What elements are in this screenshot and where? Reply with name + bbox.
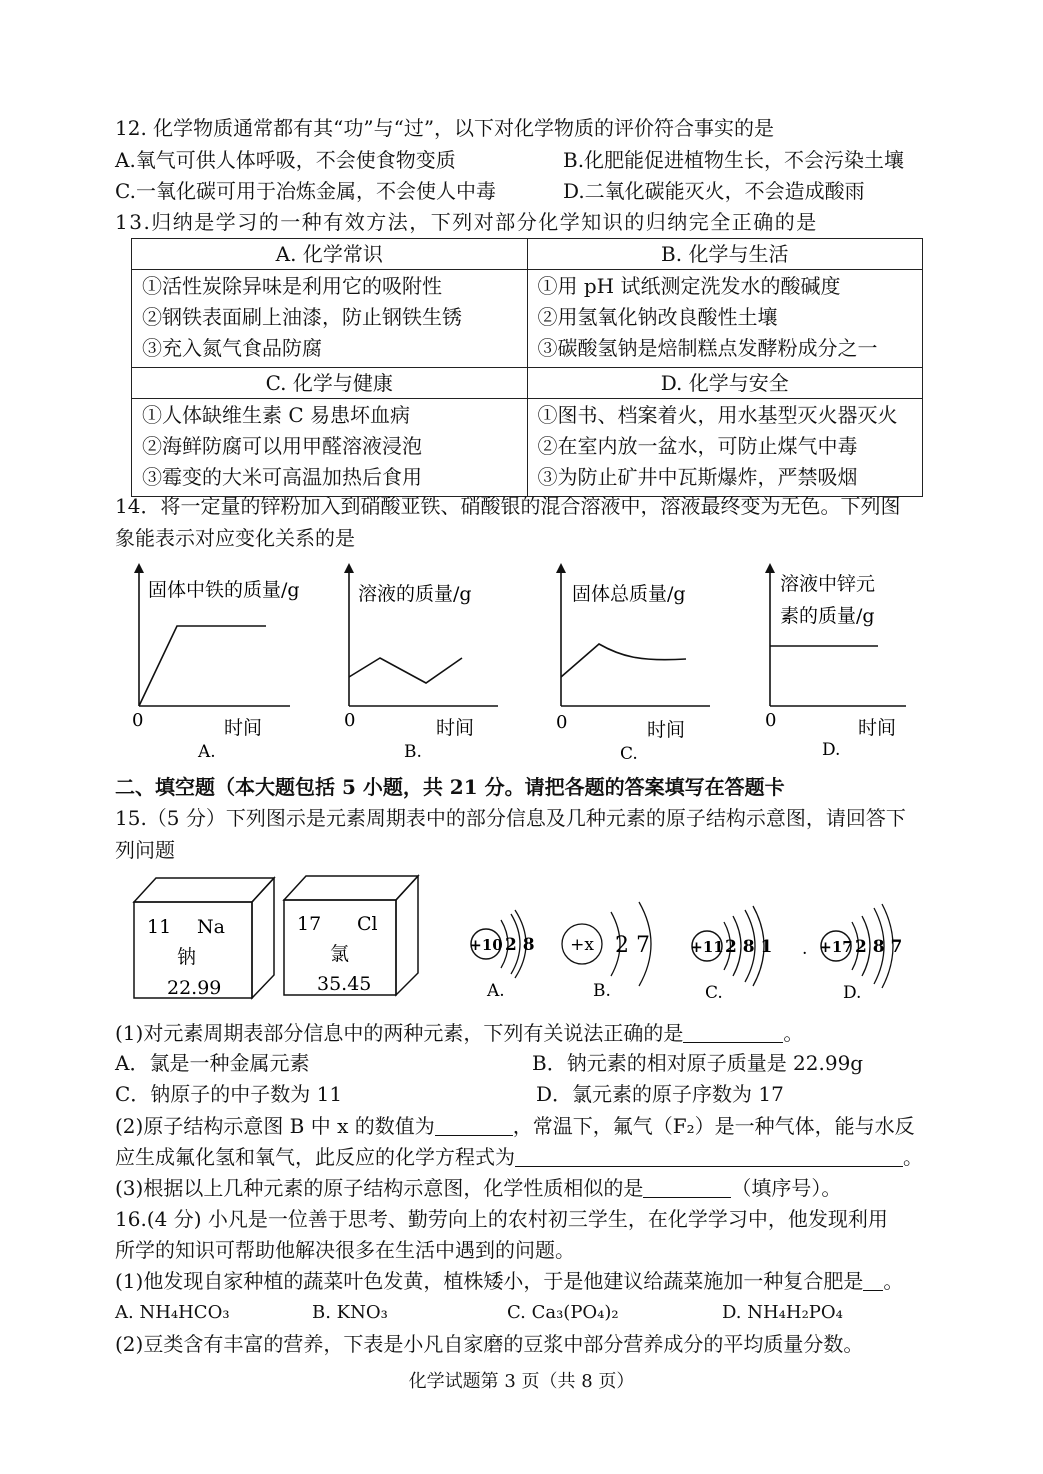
q13-a-item: ①活性炭除异味是利用它的吸附性	[142, 274, 442, 298]
graph-d-origin: 0	[765, 710, 777, 731]
q13-a-item: ②钢铁表面刷上油漆，防止钢铁生锈	[142, 305, 462, 329]
q13-stem: 13.归纳是学习的一种有效方法，下列对部分化学知识的归纳完全正确的是	[115, 210, 818, 234]
q12-option-c: C.一氧化碳可用于冶炼金属，不会使人中毒	[115, 179, 496, 203]
q13-c-item: ①人体缺维生素 C 易患坏血病	[142, 403, 411, 427]
q13-a-head: A. 化学常识	[132, 239, 528, 270]
q13-b-item: ①用 pH 试纸测定洗发水的酸碱度	[537, 274, 841, 298]
graph-b-ylabel: 溶液的质量/g	[358, 583, 472, 605]
q13-c-body	[132, 399, 528, 497]
atom-c-label: C.	[705, 983, 723, 1003]
q15-part3	[115, 1173, 841, 1203]
q13-d-item: ①图书、档案着火，用水基型灭火器灭火	[537, 403, 898, 427]
graph-a-curve	[139, 626, 266, 706]
q13-d-head: D. 化学与安全	[527, 368, 923, 399]
page-footer: 化学试题第 3 页（共 8 页）	[408, 1371, 635, 1392]
atom-a-nucleus: +10	[469, 936, 503, 954]
q14-stem-line1: 14．将一定量的锌粉加入到硝酸亚铁、硝酸银的混合溶液中，溶液最终变为无色。下列图	[115, 494, 901, 518]
q13-d-item: ③为防止矿井中瓦斯爆炸，严禁吸烟	[537, 465, 858, 489]
graph-d-label: D.	[822, 740, 841, 760]
graph-a-xlabel: 时间	[224, 717, 263, 739]
q16-option-a: A. NH₄HCO₃	[115, 1302, 230, 1323]
atom-a-label: A.	[487, 981, 505, 1001]
graph-a-label: A.	[198, 742, 216, 762]
graph-c-curve	[561, 644, 686, 677]
graph-d-ylabel-line2: 素的质量/g	[780, 605, 875, 627]
q16-part2: (2)豆类含有丰富的营养，下表是小凡自家磨的豆浆中部分营养成分的平均质量分数。	[115, 1332, 864, 1356]
q14-graph-d	[765, 568, 906, 760]
q16-option-b: B. KNO₃	[312, 1302, 388, 1323]
atom-b-nucleus: +x	[570, 935, 594, 955]
q15-part2	[115, 1111, 915, 1141]
q15-part3-answer-blank[interactable]	[643, 1177, 731, 1198]
q15-part1-answer-blank[interactable]	[683, 1022, 783, 1043]
cl-mass: 35.45	[317, 973, 372, 995]
q14-graphs	[110, 560, 910, 770]
q13-c-item: ②海鲜防腐可以用甲醛溶液浸泡	[142, 434, 422, 458]
q16-stem-line1: 16.(4 分) 小凡是一位善于思考、勤劳向上的农村初三学生，在化学学习中，他发现利用	[115, 1207, 888, 1231]
q15-part2-equation-blank[interactable]	[515, 1146, 903, 1167]
q16-part1	[115, 1266, 903, 1296]
graph-b-curve	[349, 658, 462, 683]
q14-graph-b	[344, 568, 498, 762]
q15-part2-text-a: (2)原子结构示意图 B 中 x 的数值为	[115, 1114, 435, 1138]
section2-title: 二、填空题（本大题包括 5 小题，共 21 分。请把各题的答案填写在答题卡	[115, 775, 785, 799]
q13-b-item: ②用氢氧化钠改良酸性土壤	[537, 305, 778, 329]
graph-b-label: B.	[404, 742, 422, 762]
q12-option-d: D.二氧化碳能灭火，不会造成酸雨	[563, 179, 865, 203]
na-name: 钠	[177, 946, 197, 968]
atom-c-diagram	[690, 906, 772, 1003]
q16-part1-text: (1)他发现自家种植的蔬菜叶色发黄，植株矮小，于是他建议给蔬菜施加一种复合肥是	[115, 1269, 864, 1293]
q15-part3-end: （填序号）。	[731, 1176, 842, 1200]
graph-c-ylabel: 固体总质量/g	[572, 583, 686, 605]
graph-d-ylabel-line1: 溶液中锌元	[780, 573, 876, 595]
graph-c-label: C.	[620, 744, 638, 764]
atom-b-label: B.	[593, 981, 611, 1001]
q14-graph-a	[132, 568, 300, 762]
q14-stem-line2: 象能表示对应变化关系的是	[115, 526, 355, 550]
q13-b-item: ③碳酸氢钠是焙制糕点发酵粉成分之一	[537, 336, 878, 360]
q16-option-d: D. NH₄H₂PO₄	[722, 1302, 843, 1323]
q13-a-item: ③充入氮气食品防腐	[142, 336, 322, 360]
q13-d-body	[527, 399, 923, 497]
graph-b-origin: 0	[344, 710, 356, 731]
graph-c-xlabel: 时间	[647, 719, 686, 741]
graph-a-origin: 0	[132, 710, 144, 731]
graph-a-ylabel: 固体中铁的质量/g	[148, 579, 300, 601]
q15-part1-option-b: B．钠元素的相对原子质量是 22.99g	[532, 1051, 864, 1075]
q16-stem-line2: 所学的知识可帮助他解决很多在生活中遇到的问题。	[115, 1238, 575, 1262]
q15-part2-text-c: 应生成氟化氢和氧气，此反应的化学方程式为	[115, 1145, 515, 1169]
atom-b-shells: 2 7	[615, 933, 650, 958]
q13-c-item: ③霉变的大米可高温加热后食用	[142, 465, 422, 489]
q15-part2-x-blank[interactable]	[435, 1115, 513, 1136]
q13-b-body	[527, 270, 923, 368]
q16-part1-end: 。	[883, 1269, 904, 1293]
q15-part1-text: (1)对元素周期表部分信息中的两种元素，下列有关说法正确的是	[115, 1021, 684, 1045]
atom-c-nucleus: +11	[690, 938, 724, 956]
cl-symbol: Cl	[357, 913, 378, 935]
q13-c-head: C. 化学与健康	[132, 368, 528, 399]
q13-a-body	[132, 270, 528, 368]
q13-d-item: ②在室内放一盆水，可防止煤气中毒	[537, 434, 858, 458]
atom-c-shells: 2 8 1	[725, 937, 773, 957]
atom-d-shells: 2 8 7	[855, 937, 903, 957]
graph-b-xlabel: 时间	[436, 717, 475, 739]
q16-part1-answer-blank[interactable]	[863, 1270, 883, 1291]
q12-stem: 12. 化学物质通常都有其“功”与“过”，以下对化学物质的评价符合事实的是	[115, 116, 775, 140]
atom-a-shells: 2 8	[505, 935, 535, 955]
q12-option-b: B.化肥能促进植物生长，不会污染土壤	[563, 148, 905, 172]
cl-element-cell	[284, 876, 418, 995]
q15-part1-option-a: A．氯是一种金属元素	[115, 1051, 310, 1075]
q16-option-c: C. Ca₃(PO₄)₂	[507, 1302, 619, 1323]
q15-part1-option-c: C．钠原子的中子数为 11	[115, 1082, 343, 1106]
q15-part1	[115, 1018, 803, 1048]
atom-d-diagram	[802, 904, 902, 1003]
na-mass: 22.99	[167, 977, 222, 999]
atom-a-diagram	[469, 910, 534, 1001]
q13-table	[131, 238, 923, 497]
q13-b-head: B. 化学与生活	[527, 239, 923, 270]
q15-part1-end: 。	[783, 1021, 804, 1045]
q15-part3-text: (3)根据以上几种元素的原子结构示意图，化学性质相似的是	[115, 1176, 644, 1200]
graph-c-origin: 0	[556, 712, 568, 733]
cl-name: 氯	[330, 943, 350, 965]
atom-d-dot: .	[802, 939, 808, 959]
q15-stem-line1: 15.（5 分）下列图示是元素周期表中的部分信息及几种元素的原子结构示意图，请回答下	[115, 806, 906, 830]
atom-b-diagram	[562, 902, 651, 1001]
atom-d-label: D.	[843, 983, 862, 1003]
q15-figures	[125, 870, 915, 1010]
q15-part2-line2	[115, 1142, 923, 1172]
q14-graph-c	[556, 568, 710, 764]
na-symbol: Na	[197, 916, 225, 938]
q15-part1-option-d: D．氯元素的原子序数为 17	[536, 1082, 784, 1106]
q15-part2-end: 。	[903, 1145, 923, 1169]
q15-stem-line2: 列问题	[115, 838, 175, 862]
na-element-cell	[134, 878, 274, 999]
graph-d-xlabel: 时间	[858, 717, 897, 739]
q12-option-a: A.氧气可供人体呼吸，不会使食物变质	[115, 148, 456, 172]
na-atomic-number: 11	[147, 916, 172, 938]
atom-d-nucleus: +17	[819, 938, 853, 956]
cl-atomic-number: 17	[297, 913, 322, 935]
q15-part2-text-b: ，常温下，氟气（F₂）是一种气体，能与水反	[512, 1114, 915, 1138]
